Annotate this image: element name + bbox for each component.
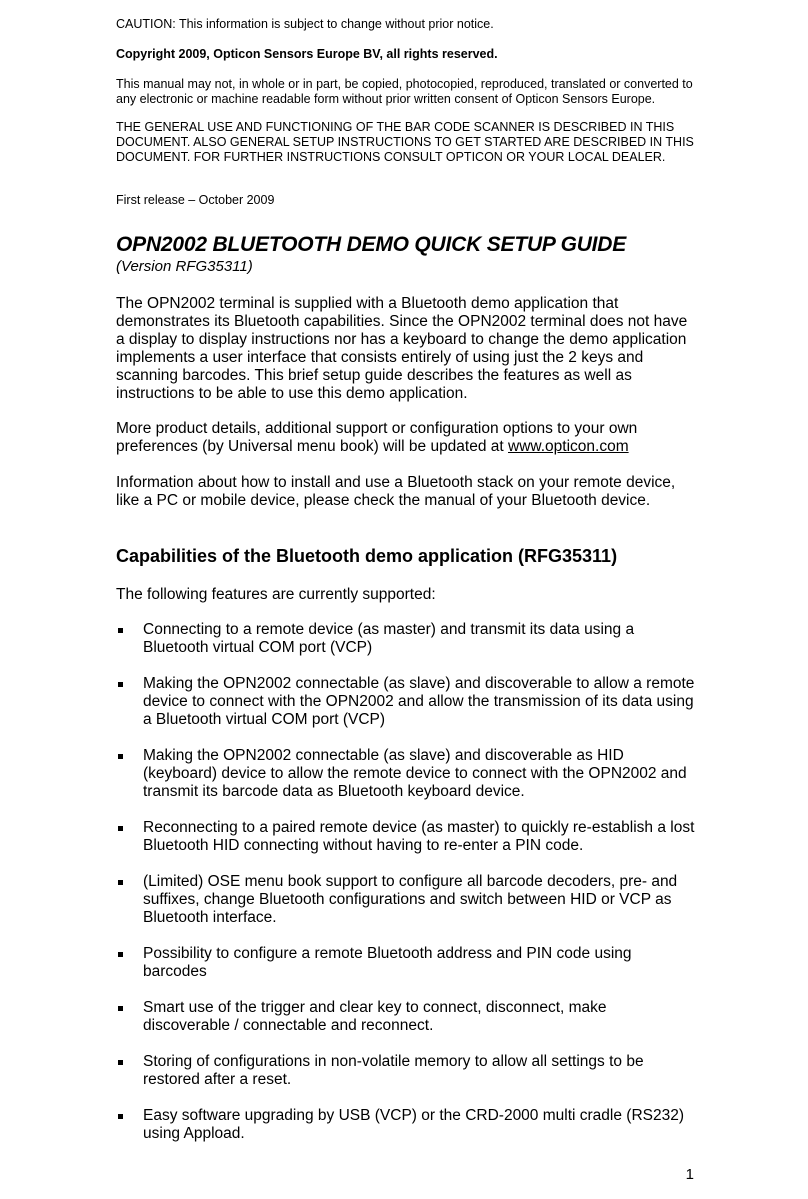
list-item-text: Reconnecting to a paired remote device (as master) to quickly re-establish a lost Bluetooth HID connecting without having to re-enter a PIN code. [143, 819, 695, 854]
intro-paragraph: The OPN2002 terminal is supplied with a Bluetooth demo application that demonstrates its Bluetooth capabilities. Since the OPN2002 terminal does not have a display to display instructions nor has a keyboard to change the demo application implements a user interface that consists entirely of using just the 2 keys and scanning barcodes. This brief setup guide describes the features as well as instructions to be able to use this demo application. [116, 295, 688, 402]
list-item [116, 1053, 696, 1089]
copyright-notice: Copyright 2009, Opticon Sensors Europe BV, all rights reserved. [116, 47, 498, 61]
bullet-icon [118, 754, 123, 759]
bullet-icon [118, 628, 123, 633]
general-use-notice: THE GENERAL USE AND FUNCTIONING OF THE BAR CODE SCANNER IS DESCRIBED IN THIS DOCUMENT. ALSO GENERAL SETUP INSTRUCTIONS TO GET STARTED ARE DESCRIBED IN THIS DOCUMENT. FOR FURTHER INSTRUCTIONS CONSULT OPTICON OR YOUR LOCAL DEALER. [116, 120, 694, 164]
list-item [116, 747, 696, 801]
bullet-icon [118, 826, 123, 831]
list-item-text: Possibility to configure a remote Bluetooth address and PIN code using barcodes [143, 945, 632, 980]
opticon-link[interactable]: www.opticon.com [508, 438, 629, 455]
list-item-text: Making the OPN2002 connectable (as slave) and discoverable to allow a remote device to connect with the OPN2002 and allow the transmission of its data using a Bluetooth virtual COM port (VCP) [143, 675, 695, 728]
capabilities-list [116, 621, 696, 1143]
stack-info-paragraph: Information about how to install and use a Bluetooth stack on your remote device, like a PC or mobile device, please check the manual of your Bluetooth device. [116, 474, 676, 509]
details-text: More product details, additional support or configuration options to your own preferences (by Universal menu book) will be updated at [116, 420, 638, 455]
details-paragraph [116, 420, 696, 456]
bullet-icon [118, 880, 123, 885]
list-item-text: (Limited) OSE menu book support to configure all barcode decoders, pre- and suffixes, change Bluetooth configurations and switch between HID or VCP as Bluetooth interface. [143, 873, 678, 926]
list-item [116, 675, 696, 729]
bullet-icon [118, 1114, 123, 1119]
capabilities-intro: The following features are currently supported: [116, 586, 436, 603]
list-item-text: Connecting to a remote device (as master) and transmit its data using a Bluetooth virtual COM port (VCP) [143, 621, 635, 656]
bullet-icon [118, 682, 123, 687]
list-item-text: Smart use of the trigger and clear key to connect, disconnect, make discoverable / connectable and reconnect. [143, 999, 607, 1034]
capabilities-heading: Capabilities of the Bluetooth demo application (RFG35311) [116, 546, 618, 566]
list-item [116, 621, 696, 657]
reproduction-notice: This manual may not, in whole or in part, be copied, photocopied, reproduced, translated or converted to any electronic or machine readable form without prior written consent of Opticon Sensors Europe. [116, 77, 693, 106]
list-item [116, 999, 696, 1035]
list-item [116, 819, 696, 855]
page-number: 1 [685, 1166, 694, 1183]
list-item [116, 1107, 696, 1143]
list-item [116, 945, 696, 981]
list-item-text: Making the OPN2002 connectable (as slave) and discoverable as HID (keyboard) device to allow the remote device to connect with the OPN2002 and transmit its barcode data as Bluetooth keyboard device. [143, 747, 687, 800]
release-info: First release – October 2009 [116, 193, 275, 207]
bullet-icon [118, 1060, 123, 1065]
list-item-text: Easy software upgrading by USB (VCP) or the CRD-2000 multi cradle (RS232) using Appload. [143, 1107, 685, 1142]
bullet-icon [118, 1006, 123, 1011]
list-item-text: Storing of configurations in non-volatile memory to allow all settings to be restored after a reset. [143, 1053, 644, 1088]
document-title: OPN2002 BLUETOOTH DEMO QUICK SETUP GUIDE [116, 233, 627, 256]
version-label: (Version RFG35311) [116, 258, 253, 275]
list-item [116, 873, 696, 927]
bullet-icon [118, 952, 123, 957]
caution-notice: CAUTION: This information is subject to change without prior notice. [116, 17, 494, 31]
